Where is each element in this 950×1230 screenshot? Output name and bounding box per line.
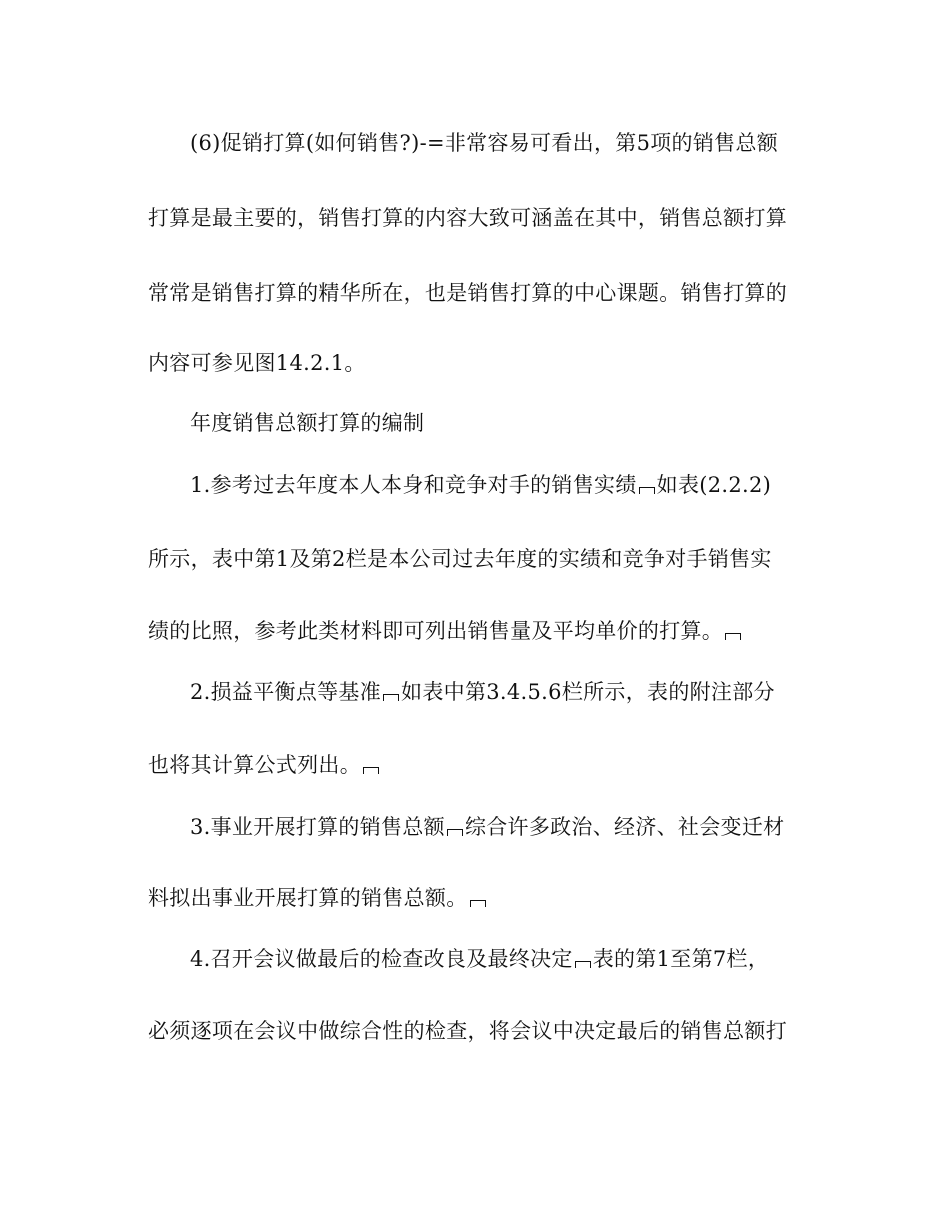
paragraph-line <box>148 616 743 646</box>
line-text: 1.参考过去年度本人本身和竞争对手的销售实绩 <box>190 473 637 497</box>
placeholder-mark-icon <box>447 829 463 836</box>
paragraph-line: (6)促销打算(如何销售?)-=非常容易可看出，第5项的销售总额 <box>190 131 779 155</box>
section-heading: 年度销售总额打算的编制 <box>190 411 425 435</box>
placeholder-mark-icon <box>383 694 399 701</box>
paragraph-line <box>190 470 771 500</box>
placeholder-mark-icon <box>725 633 741 640</box>
line-text: 如表中第3.4.5.6栏所示，表的附注部分 <box>401 680 775 704</box>
line-text: 3.事业开展打算的销售总额 <box>190 815 445 839</box>
line-text: 绩的比照，参考此类材料即可列出销售量及平均单价的打算。 <box>148 619 724 643</box>
paragraph-line <box>148 883 488 913</box>
line-text: 料拟出事业开展打算的销售总额。 <box>148 886 468 910</box>
paragraph-line <box>190 812 784 842</box>
paragraph-line <box>148 750 381 780</box>
paragraph-line <box>190 677 775 707</box>
paragraph-line: 常常是销售打算的精华所在，也是销售打算的中心课题。销售打算的 <box>148 281 787 305</box>
line-text: 综合许多政治、经济、社会变迁材 <box>464 815 785 839</box>
line-text: 如表(2.2.2) <box>656 473 772 497</box>
placeholder-mark-icon <box>470 900 486 907</box>
paragraph-line: 打算是最主要的，销售打算的内容大致可涵盖在其中，销售总额打算 <box>148 206 787 230</box>
paragraph-line: 内容可参见图14.2.1。 <box>148 351 366 375</box>
placeholder-mark-icon <box>575 961 591 968</box>
line-text: 也将其计算公式列出。 <box>148 753 361 777</box>
paragraph-line <box>190 944 769 974</box>
paragraph-line: 必须逐项在会议中做综合性的检查，将会议中决定最后的销售总额打 <box>148 1019 787 1043</box>
line-text: 4.召开会议做最后的检查改良及最终决定 <box>190 947 573 971</box>
line-text: 2.损益平衡点等基准 <box>190 680 382 704</box>
line-text: 表的第1至第7栏， <box>592 947 770 971</box>
paragraph-line: 所示，表中第1及第2栏是本公司过去年度的实绩和竞争对手销售实 <box>148 547 772 571</box>
placeholder-mark-icon <box>639 487 655 494</box>
placeholder-mark-icon <box>363 767 379 774</box>
